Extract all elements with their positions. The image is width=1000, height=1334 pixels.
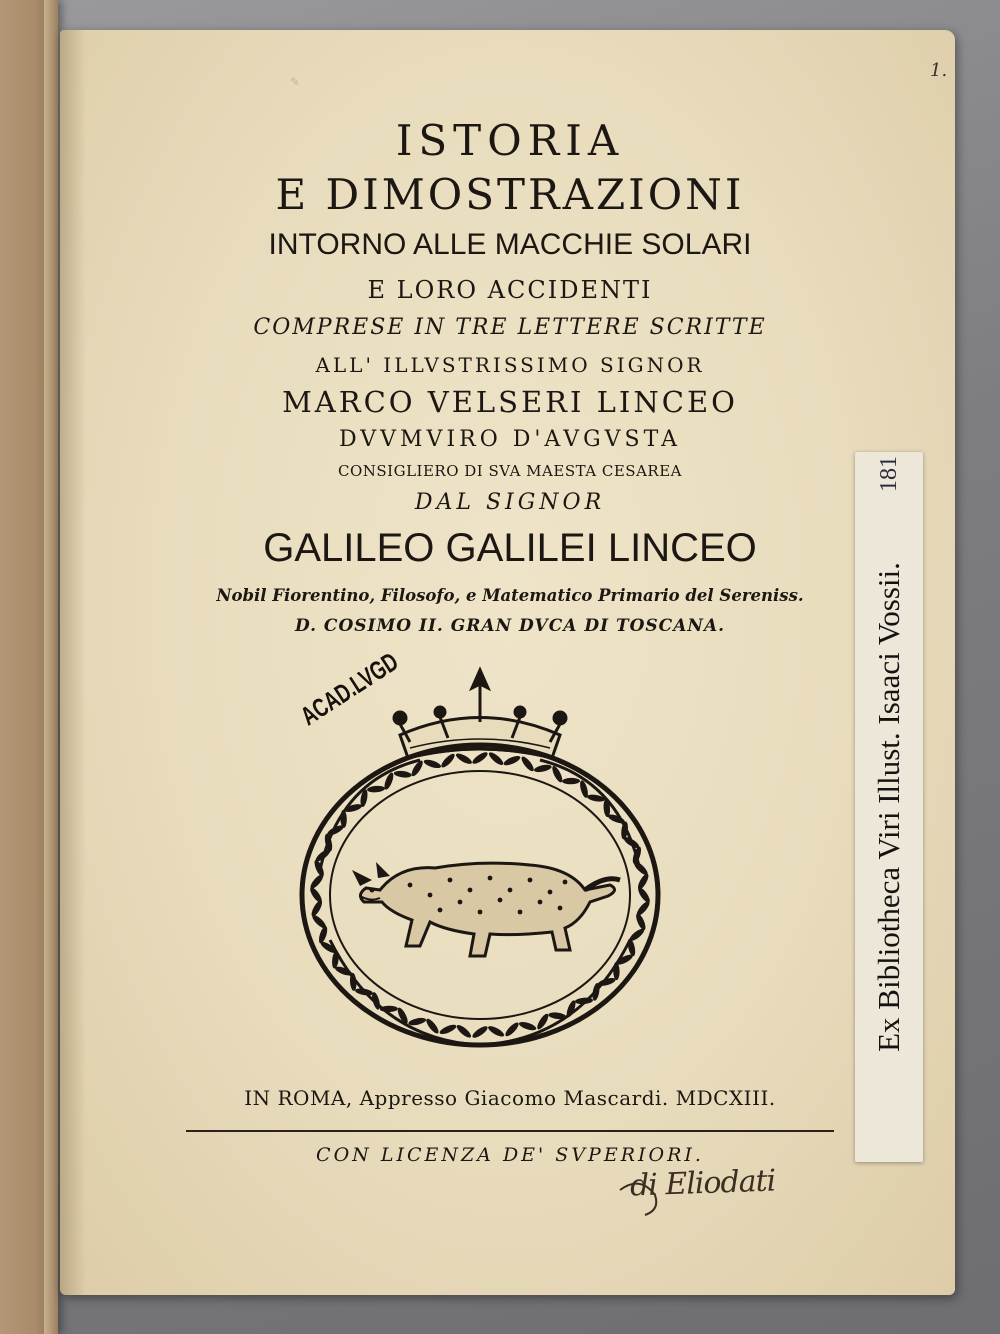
lynx-spot bbox=[548, 890, 553, 895]
wreath-leaf bbox=[424, 1017, 440, 1035]
lynx-spot bbox=[498, 898, 503, 903]
wreath-leaf bbox=[487, 750, 505, 767]
wreath-leaf bbox=[438, 1023, 457, 1036]
lynx-spot bbox=[488, 876, 493, 881]
wreath-leaf bbox=[520, 755, 536, 773]
lynx-spot bbox=[563, 880, 568, 885]
lynx-spot bbox=[428, 893, 433, 898]
wreath-leaf bbox=[487, 1024, 506, 1038]
wreath-leaf bbox=[634, 912, 647, 931]
lynx-spot bbox=[508, 888, 513, 893]
wreath-leaf bbox=[310, 899, 324, 918]
lynx-spot bbox=[458, 900, 463, 905]
wreath-leaf bbox=[393, 770, 412, 779]
title-line-2: E DIMOSTRAZIONI bbox=[275, 170, 745, 219]
wreath-leaf bbox=[340, 810, 347, 828]
wreath-leaf bbox=[533, 763, 552, 773]
title-line-5: COMPRESE IN TRE LETTERE SCRITTE bbox=[253, 315, 767, 340]
wreath-leaf bbox=[503, 1021, 520, 1038]
wreath-leaf bbox=[620, 821, 629, 840]
wreath-leaf bbox=[471, 1024, 489, 1040]
title-page bbox=[60, 30, 955, 1295]
wreath-leaf bbox=[423, 758, 442, 770]
title-line-9: CONSIGLIERO DI SVA MAESTA CESAREA bbox=[337, 462, 682, 480]
wreath-leaf bbox=[502, 754, 521, 767]
lynx-icon bbox=[352, 862, 620, 956]
title-line-7: MARCO VELSERI LINCEO bbox=[282, 385, 738, 419]
wreath-leaf bbox=[455, 1023, 473, 1040]
wreath-leaf bbox=[308, 886, 324, 904]
page-gutter-shadow bbox=[60, 30, 86, 1295]
page-number: 1. bbox=[930, 60, 948, 81]
title-line-1: ISTORIA bbox=[395, 116, 625, 165]
wreath-leaf bbox=[313, 859, 326, 878]
lynx-spot bbox=[528, 878, 533, 883]
title-line-10: DAL SIGNOR bbox=[414, 490, 606, 515]
faded-shelfmark: ✎ bbox=[290, 75, 301, 89]
title-line-4: E LORO ACCIDENTI bbox=[367, 276, 653, 304]
author-description: Nobil Fiorentino, Filosofo, e Matematico Primario del Sereniss. bbox=[216, 586, 804, 605]
wreath-leaf bbox=[317, 925, 329, 944]
lynx-spot bbox=[408, 883, 413, 888]
lynx-spot bbox=[478, 910, 483, 915]
divider-rule bbox=[186, 1130, 834, 1132]
lynx-spot bbox=[518, 910, 523, 915]
lynx-spot bbox=[558, 906, 563, 911]
license-line: CON LICENZA DE' SVPERIORI. bbox=[316, 1144, 704, 1166]
wreath-leaf bbox=[367, 785, 385, 793]
wreath-leaf bbox=[471, 750, 489, 766]
dedicatee: D. COSIMO II. GRAN DVCA DI TOSCANA. bbox=[294, 616, 726, 636]
wreath-leaf bbox=[408, 1017, 427, 1027]
wreath-leaf bbox=[562, 778, 580, 785]
wreath-leaf bbox=[636, 872, 650, 891]
cover-edge bbox=[44, 0, 58, 1334]
owner-signature: di Eliodati bbox=[629, 1163, 776, 1204]
stamp-text: ACAD.LVGD bbox=[295, 646, 404, 732]
book-cover bbox=[0, 0, 58, 1334]
author-name: GALILEO GALILEI LINCEO bbox=[263, 526, 757, 570]
title-line-6: ALL' ILLVSTRISSIMO SIGNOR bbox=[315, 353, 705, 377]
wreath-leaf bbox=[454, 751, 473, 765]
wreath-leaf bbox=[355, 987, 374, 996]
lynx-spot bbox=[438, 908, 443, 913]
library-label bbox=[855, 452, 923, 1162]
label-text: Ex Bibliotheca Viri Illust. Isaaci Vossii. bbox=[871, 562, 906, 1052]
lynx-spot bbox=[448, 878, 453, 883]
imprint-line: IN ROMA, Appresso Giacomo Mascardi. MDCXIII. bbox=[244, 1086, 776, 1110]
title-line-8: DVVMVIRO D'AVGVSTA bbox=[339, 427, 681, 452]
wreath-leaf bbox=[613, 962, 620, 980]
lynx-spot bbox=[468, 888, 473, 893]
lynx-spot bbox=[538, 900, 543, 905]
title-line-3: INTORNO ALLE MACCHIE SOLARI bbox=[268, 228, 752, 261]
label-number: 181 bbox=[876, 456, 902, 492]
wreath-leaf bbox=[380, 1006, 398, 1013]
wreath-leaf bbox=[344, 803, 363, 814]
wreath-leaf bbox=[518, 1020, 537, 1032]
wreath-leaf bbox=[439, 752, 456, 769]
